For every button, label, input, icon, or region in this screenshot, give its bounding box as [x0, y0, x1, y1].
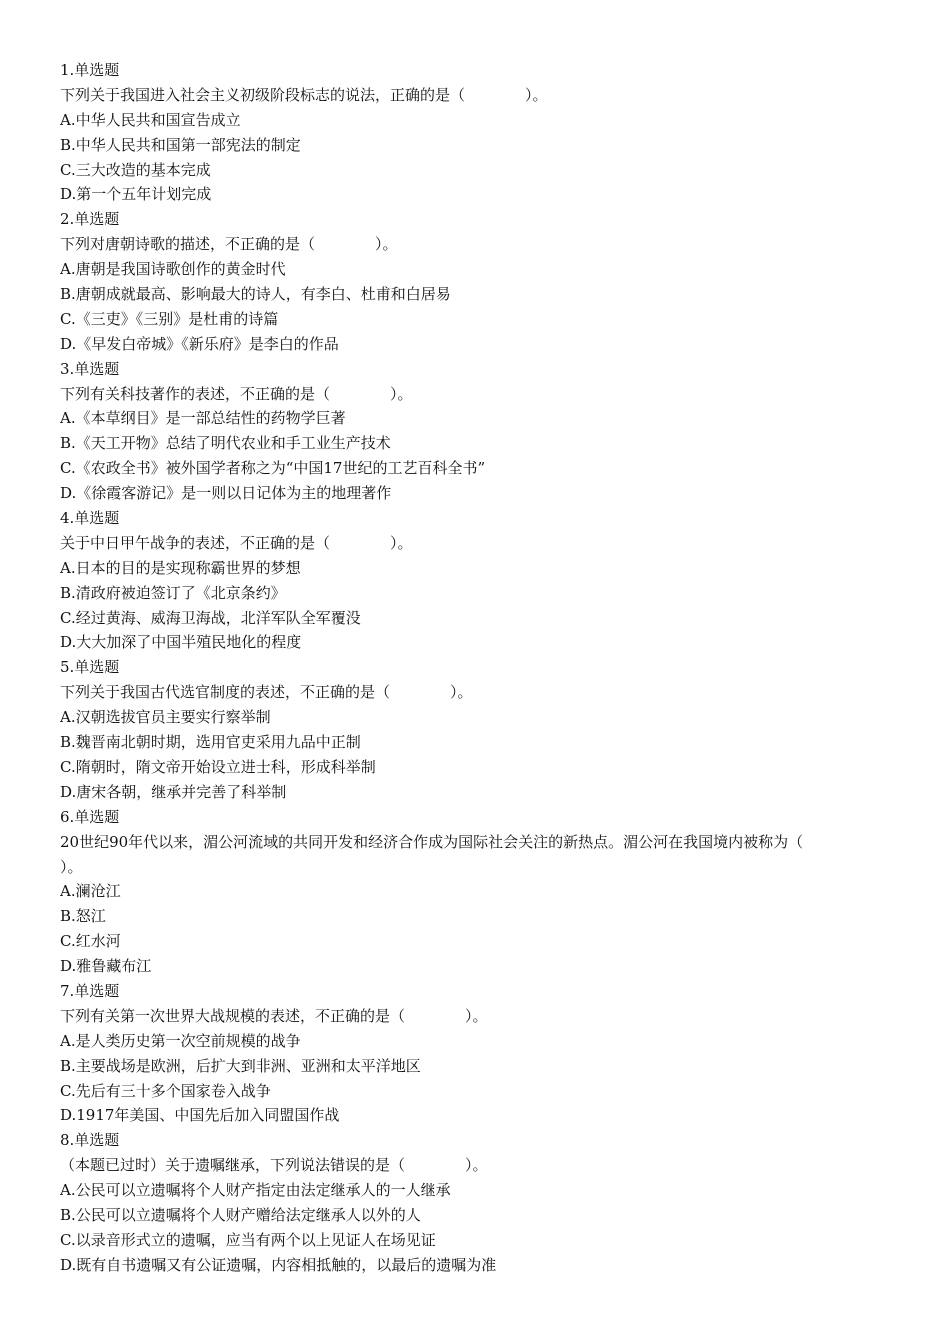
question-stem-line-1: 20世纪90年代以来，湄公河流域的共同开发和经济合作成为国际社会关注的新热点。湄公河在我国境内被称为（ — [60, 832, 804, 851]
option-d: D.雅鲁藏布江 — [60, 957, 152, 976]
option-c: C.《农政全书》被外国学者称之为“中国17世纪的工艺百科全书” — [60, 459, 486, 478]
option-c: C.隋朝时，隋文帝开始设立进士科，形成科举制 — [60, 757, 376, 776]
option-b: B.中华人民共和国第一部宪法的制定 — [60, 135, 301, 154]
question-header: 2.单选题 — [60, 210, 120, 229]
option-c: C.先后有三十多个国家卷入战争 — [60, 1081, 271, 1100]
option-b: B.公民可以立遗嘱将个人财产赠给法定继承人以外的人 — [60, 1205, 421, 1224]
question-header: 6.单选题 — [60, 807, 120, 826]
option-a: A.《本草纲目》是一部总结性的药物学巨著 — [60, 409, 346, 428]
option-d: D.1917年美国、中国先后加入同盟国作战 — [60, 1106, 340, 1125]
option-d: D.既有自书遗嘱又有公证遗嘱，内容相抵触的，以最后的遗嘱为准 — [60, 1255, 497, 1274]
option-a: A.日本的目的是实现称霸世界的梦想 — [60, 558, 301, 577]
question-stem: 下列关于我国进入社会主义初级阶段标志的说法，正确的是（ ）。 — [60, 85, 548, 104]
question-stem: （本题已过时）关于遗嘱继承，下列说法错误的是（ ）。 — [60, 1156, 488, 1175]
question-header: 5.单选题 — [60, 658, 120, 677]
option-a: A.汉朝选拔官员主要实行察举制 — [60, 708, 271, 727]
option-a: A.是人类历史第一次空前规模的战争 — [60, 1031, 301, 1050]
option-d: D.第一个五年计划完成 — [60, 185, 212, 204]
option-b: B.魏晋南北朝时期，选用官吏采用九品中正制 — [60, 733, 361, 752]
option-c: C.《三吏》《三别》是杜甫的诗篇 — [60, 309, 279, 328]
option-c: C.经过黄海、威海卫海战，北洋军队全军覆没 — [60, 608, 361, 627]
question-header: 3.单选题 — [60, 359, 120, 378]
option-b: B.怒江 — [60, 907, 106, 926]
option-a: A.澜沧江 — [60, 882, 121, 901]
question-stem: 下列对唐朝诗歌的描述，不正确的是（ ）。 — [60, 235, 398, 254]
option-b: B.唐朝成就最高、影响最大的诗人，有李白、杜甫和白居易 — [60, 285, 451, 304]
option-d: D.《徐霞客游记》是一则以日记体为主的地理著作 — [60, 484, 392, 503]
question-stem: 关于中日甲午战争的表述，不正确的是（ ）。 — [60, 533, 413, 552]
question-stem: 下列有关科技著作的表述，不正确的是（ ）。 — [60, 384, 413, 403]
option-a: A.中华人民共和国宣告成立 — [60, 110, 241, 129]
option-a: A.唐朝是我国诗歌创作的黄金时代 — [60, 260, 286, 279]
question-header: 1.单选题 — [60, 61, 120, 79]
option-d: D.大大加深了中国半殖民地化的程度 — [60, 633, 302, 652]
question-sheet — [60, 58, 892, 1278]
option-b: B.主要战场是欧洲，后扩大到非洲、亚洲和太平洋地区 — [60, 1056, 421, 1075]
question-stem-line-2: ）。 — [60, 857, 83, 876]
option-b: B.《天工开物》总结了明代农业和手工业生产技术 — [60, 434, 391, 453]
option-c: C.以录音形式立的遗嘱，应当有两个以上见证人在场见证 — [60, 1230, 436, 1249]
question-stem: 下列有关第一次世界大战规模的表述，不正确的是（ ）。 — [60, 1006, 488, 1025]
question-stem: 下列关于我国古代选官制度的表述，不正确的是（ ）。 — [60, 683, 473, 702]
question-header: 7.单选题 — [60, 981, 120, 1000]
option-a: A.公民可以立遗嘱将个人财产指定由法定继承人的一人继承 — [60, 1181, 451, 1200]
question-header: 4.单选题 — [60, 509, 120, 528]
option-c: C.三大改造的基本完成 — [60, 160, 211, 179]
option-d: D.《早发白帝城》《新乐府》是李白的作品 — [60, 334, 339, 353]
option-d: D.唐宋各朝，继承并完善了科举制 — [60, 782, 287, 801]
question-header: 8.单选题 — [60, 1131, 120, 1150]
option-c: C.红水河 — [60, 932, 121, 951]
option-b: B.清政府被迫签订了《北京条约》 — [60, 583, 286, 602]
